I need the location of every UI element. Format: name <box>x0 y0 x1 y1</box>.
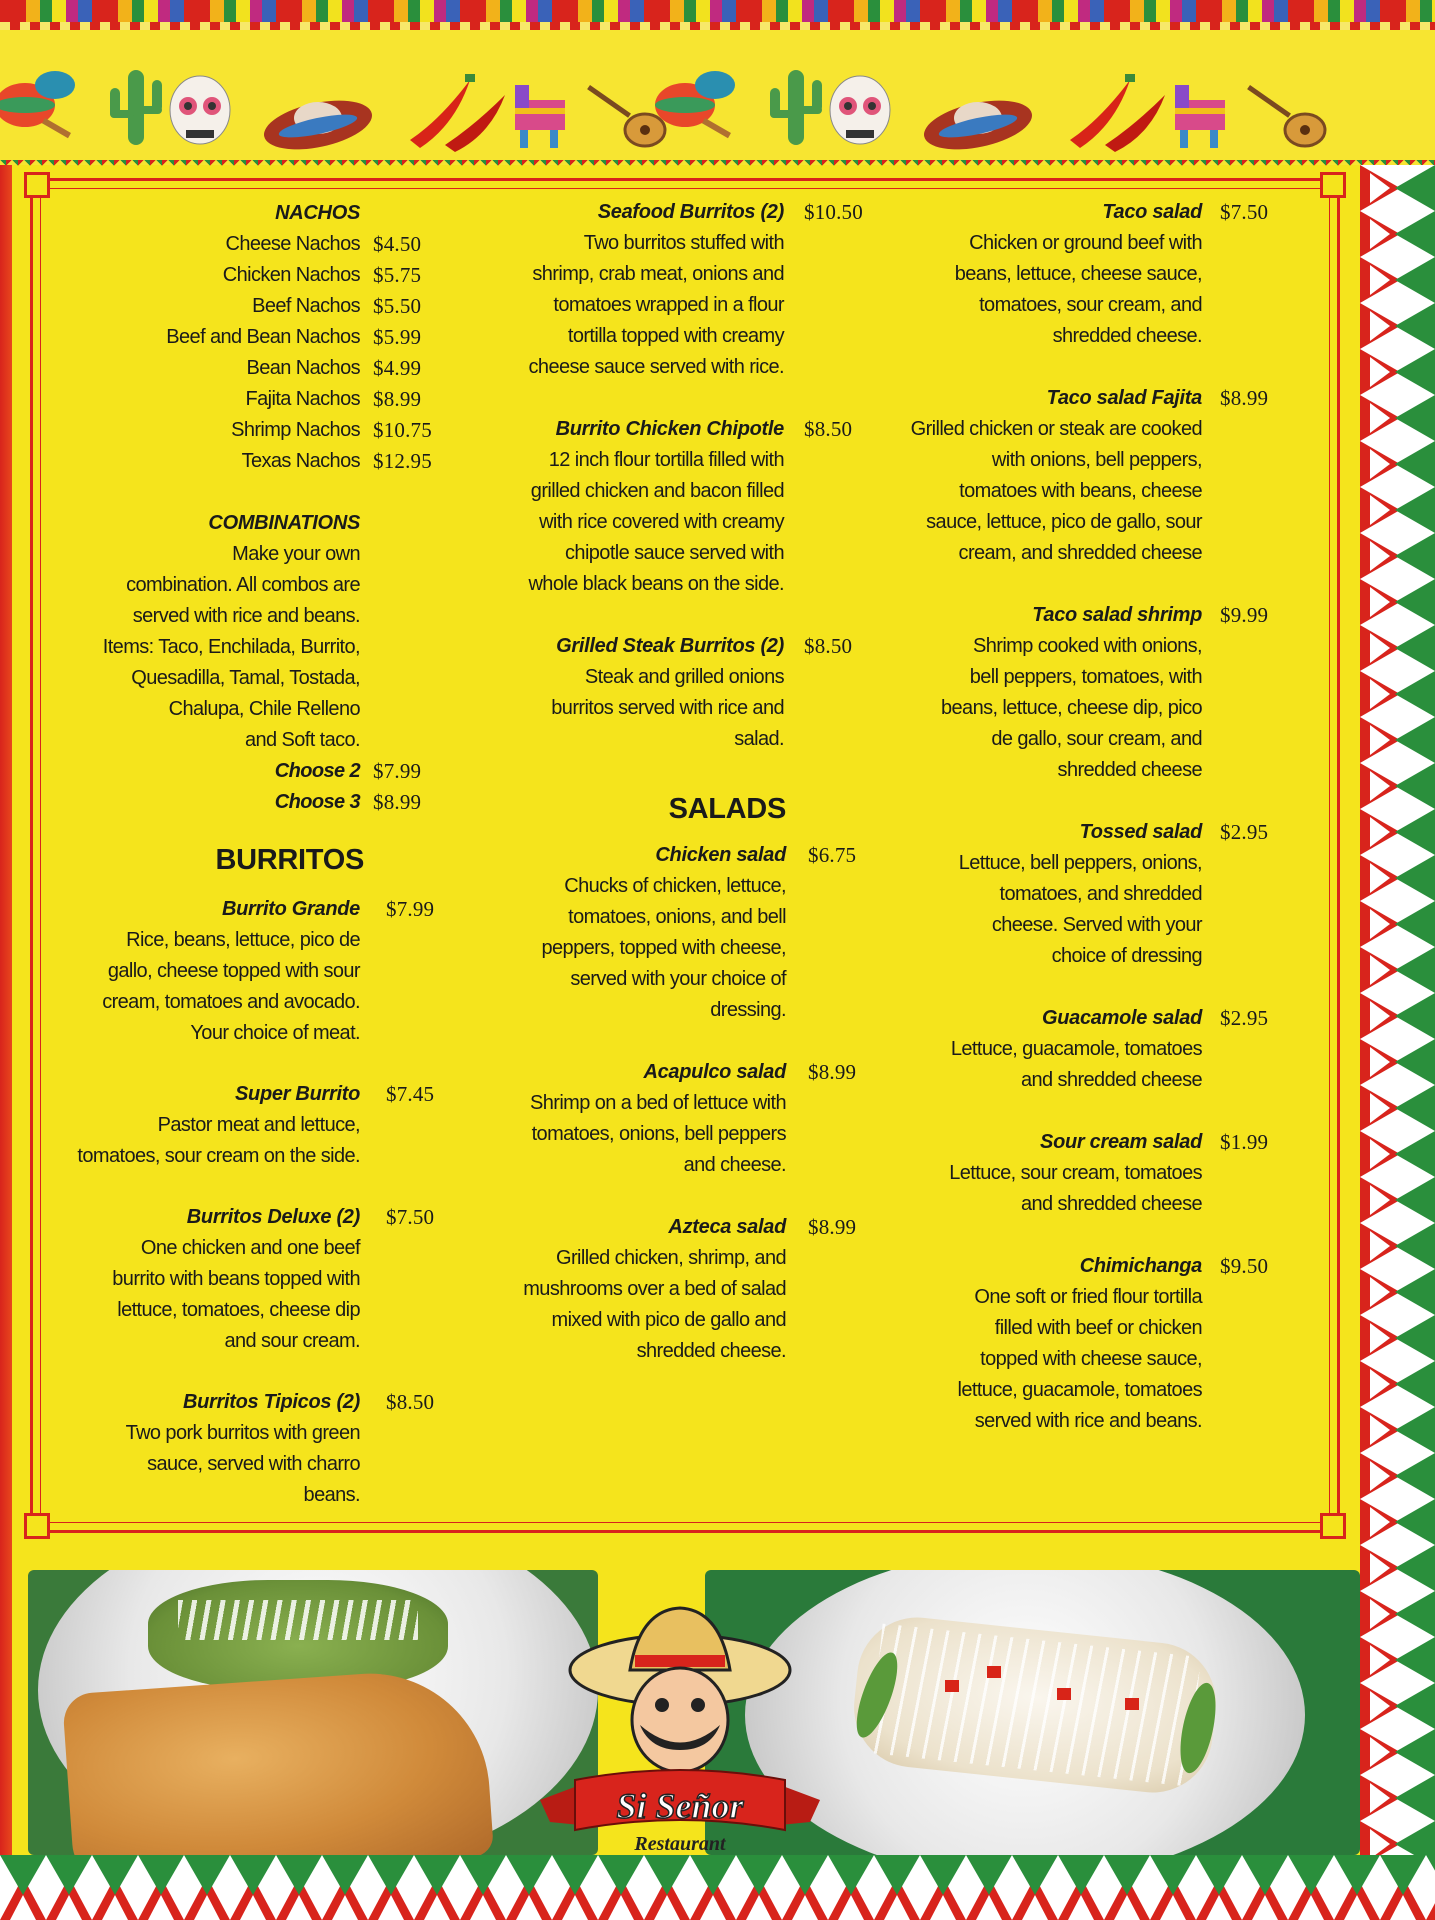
combination-option-price: $8.99 <box>373 790 422 814</box>
nacho-item-price: $4.99 <box>373 356 422 380</box>
menu-item <box>470 840 857 1026</box>
menu-item-name: Taco salad shrimp <box>1032 604 1202 626</box>
top-pattern-border <box>0 0 1435 30</box>
combination-description-line: Make your own <box>232 543 360 565</box>
menu-item-description: choice of dressing <box>1051 945 1202 967</box>
menu-item-price: $9.99 <box>1220 603 1269 627</box>
menu-item <box>880 197 1269 352</box>
menu-item-description: Steak and grilled onions <box>584 666 784 688</box>
nacho-item-name: Texas Nachos <box>241 450 360 472</box>
menu-item-description: Your choice of meat. <box>190 1022 360 1044</box>
combinations-options <box>60 756 422 818</box>
menu-item <box>880 1127 1269 1220</box>
left-column <box>60 192 440 1541</box>
menu-item <box>60 894 435 1049</box>
menu-item-description: mixed with pico de gallo and <box>551 1309 786 1331</box>
sombrero-icon <box>260 92 377 158</box>
menu-item-description: Shrimp cooked with onions, <box>973 635 1202 657</box>
menu-item-name: Acapulco salad <box>643 1061 786 1083</box>
menu-item-description: cheese. Served with your <box>991 914 1202 936</box>
menu-item-description: shredded cheese <box>1057 759 1202 781</box>
nacho-item <box>60 446 432 477</box>
menu-item-description: burrito with beans topped with <box>112 1268 360 1290</box>
menu-item-name: Guacamole salad <box>1041 1007 1202 1029</box>
nacho-item-price: $4.50 <box>373 232 422 256</box>
menu-item <box>60 1079 435 1172</box>
combination-option-name: Choose 2 <box>274 760 360 782</box>
menu-item-description: tomatoes, sour cream, and <box>979 294 1202 316</box>
menu-item-description: whole black beans on the side. <box>528 573 784 595</box>
nacho-item <box>60 384 422 415</box>
menu-item-description: chipotle sauce served with <box>565 542 784 564</box>
banner-zigzag-edge <box>0 160 1435 172</box>
menu-item-description: bell peppers, tomatoes, with <box>969 666 1202 688</box>
menu-item-name: Sour cream salad <box>1040 1131 1202 1153</box>
nacho-item-name: Cheese Nachos <box>225 233 360 255</box>
salads-heading: SALADS <box>668 793 786 825</box>
menu-item-description: lettuce, guacamole, tomatoes <box>957 1379 1202 1401</box>
logo-brand-text: Si Señor <box>616 1786 744 1826</box>
menu-item-description: shredded cheese. <box>1052 325 1202 347</box>
menu-item-price: $6.75 <box>808 843 857 867</box>
menu-item-description: Rice, beans, lettuce, pico de <box>126 929 360 951</box>
menu-item-price: $8.50 <box>804 634 853 658</box>
nacho-item-name: Beef and Bean Nachos <box>166 326 360 348</box>
menu-item-description: and sour cream. <box>224 1330 360 1352</box>
combination-description-line: served with rice and beans. <box>132 605 360 627</box>
menu-item <box>880 817 1269 972</box>
nacho-item-name: Fajita Nachos <box>245 388 360 410</box>
combination-description-line: and Soft taco. <box>244 729 360 751</box>
menu-item-description: and shredded cheese <box>1021 1069 1202 1091</box>
menu-item-description: tortilla topped with creamy <box>567 325 784 347</box>
menu-item-price: $8.99 <box>808 1215 857 1239</box>
menu-item-name: Taco salad <box>1102 201 1202 223</box>
menu-item <box>470 1212 857 1367</box>
menu-item-name: Taco salad Fajita <box>1046 387 1202 409</box>
menu-item-description: with rice covered with creamy <box>539 511 784 533</box>
menu-item-description: Two burritos stuffed with <box>583 232 784 254</box>
menu-item-description: shredded cheese. <box>636 1340 786 1362</box>
combination-option-price: $7.99 <box>373 759 422 783</box>
menu-item-description: served with rice and beans. <box>974 1410 1202 1432</box>
menu-item-description: beans, lettuce, cheese sauce, <box>954 263 1202 285</box>
menu-item-description: and shredded cheese <box>1021 1193 1202 1215</box>
combinations-description <box>60 539 360 756</box>
frame-corner <box>1320 172 1346 198</box>
nacho-item <box>60 260 422 291</box>
menu-item <box>470 631 853 755</box>
combinations-section <box>60 508 422 818</box>
menu-item-description: tomatoes, sour cream on the side. <box>77 1145 360 1167</box>
menu-item-description: beans. <box>303 1484 360 1506</box>
nacho-item-name: Chicken Nachos <box>222 264 360 286</box>
menu-item-name: Grilled Steak Burritos (2) <box>556 635 784 657</box>
nacho-item <box>60 322 422 353</box>
nacho-item <box>60 291 422 322</box>
menu-item-description: de gallo, sour cream, and <box>991 728 1202 750</box>
menu-item-description: Chucks of chicken, lettuce, <box>564 875 786 897</box>
menu-item-description: Two pork burritos with green <box>125 1422 360 1444</box>
combination-option <box>60 756 422 787</box>
menu-item <box>60 1202 435 1357</box>
menu-item-price: $10.50 <box>804 200 863 224</box>
menu-item-price: $9.50 <box>1220 1254 1269 1278</box>
left-red-edge <box>0 165 12 1865</box>
middle-column <box>470 192 880 1398</box>
menu-item-name: Chimichanga <box>1079 1255 1202 1277</box>
menu-item-price: $2.95 <box>1220 820 1269 844</box>
menu-item-description: lettuce, tomatoes, cheese dip <box>117 1299 360 1321</box>
nacho-item-price: $8.99 <box>373 387 422 411</box>
menu-item-description: salad. <box>734 728 784 750</box>
burrito-photo-left <box>28 1570 598 1855</box>
nacho-item-name: Beef Nachos <box>252 295 360 317</box>
menu-item-price: $8.50 <box>386 1390 435 1414</box>
menu-item-description: served with your choice of <box>570 968 786 990</box>
menu-item-description: One soft or fried flour tortilla <box>974 1286 1202 1308</box>
menu-item-price: $7.99 <box>386 897 435 921</box>
menu-item <box>880 600 1269 786</box>
menu-item-description: with onions, bell peppers, <box>991 449 1202 471</box>
menu-item-name: Tossed salad <box>1079 821 1202 843</box>
menu-item-description: Grilled chicken or steak are cooked <box>910 418 1202 440</box>
cactus-icon <box>110 70 162 145</box>
combination-description-line: combination. All combos are <box>126 574 360 596</box>
combinations-heading: COMBINATIONS <box>208 512 360 534</box>
combination-option-name: Choose 3 <box>274 791 360 813</box>
frame-corner <box>24 172 50 198</box>
maracas-icon <box>0 71 75 138</box>
combination-description-line: Items: Taco, Enchilada, Burrito, <box>102 636 360 658</box>
menu-item-description: tomatoes, and shredded <box>999 883 1202 905</box>
nacho-item-price: $10.75 <box>373 418 432 442</box>
menu-item-name: Super Burrito <box>235 1083 360 1105</box>
menu-item <box>60 1387 435 1511</box>
menu-item-price: $7.50 <box>386 1205 435 1229</box>
combination-description-line: Quesadilla, Tamal, Tostada, <box>131 667 360 689</box>
banner-illustrations <box>0 30 1435 165</box>
menu-item-description: 12 inch flour tortilla filled with <box>548 449 784 471</box>
menu-item-price: $8.99 <box>808 1060 857 1084</box>
combination-description-line: Chalupa, Chile Relleno <box>168 698 360 720</box>
menu-item-name: Seafood Burritos (2) <box>597 201 784 223</box>
nacho-item-name: Bean Nachos <box>246 357 360 379</box>
menu-item-name: Chicken salad <box>655 844 786 866</box>
taco-salad-list <box>880 197 1269 1437</box>
right-zigzag-strip <box>1360 165 1435 1920</box>
si-senor-logo <box>520 1600 840 1900</box>
pinata-icon <box>515 85 565 148</box>
frame-corner <box>1320 1513 1346 1539</box>
menu-item-price: $2.95 <box>1220 1006 1269 1030</box>
menu-item-description: grilled chicken and bacon filled <box>530 480 784 502</box>
salads-list <box>470 840 857 1367</box>
menu-item-description: Grilled chicken, shrimp, and <box>556 1247 786 1269</box>
menu-item <box>470 197 863 383</box>
menu-item-description: filled with beef or chicken <box>994 1317 1202 1339</box>
menu-item <box>880 1003 1269 1096</box>
menu-item-description: dressing. <box>710 999 786 1021</box>
menu-item <box>470 414 853 600</box>
guitar-icon <box>587 85 665 146</box>
nacho-item <box>60 229 422 260</box>
menu-item-description: sauce, lettuce, pico de gallo, sour <box>926 511 1202 533</box>
frame-corner <box>24 1513 50 1539</box>
menu-item-description: Shrimp on a bed of lettuce with <box>530 1092 786 1114</box>
menu-item-description: gallo, cheese topped with sour <box>107 960 360 982</box>
menu-item-price: $8.99 <box>1220 386 1269 410</box>
nacho-item-price: $12.95 <box>373 449 432 473</box>
burrito-specials-list <box>470 197 863 755</box>
sugar-skull-icon <box>170 76 230 144</box>
logo-subtitle-text: Restaurant <box>634 1833 726 1855</box>
menu-item <box>470 1057 857 1181</box>
menu-item <box>880 1251 1269 1437</box>
nacho-item-price: $5.75 <box>373 263 422 287</box>
nachos-heading: NACHOS <box>275 202 360 224</box>
menu-item-price: $7.50 <box>1220 200 1269 224</box>
nacho-item-price: $5.99 <box>373 325 422 349</box>
menu-item-description: Lettuce, sour cream, tomatoes <box>949 1162 1202 1184</box>
menu-item-name: Burrito Grande <box>221 898 360 920</box>
nacho-item-name: Shrimp Nachos <box>231 419 360 441</box>
menu-item-name: Burrito Chicken Chipotle <box>555 418 784 440</box>
burritos-list <box>60 894 435 1511</box>
menu-item-description: tomatoes, onions, bell peppers <box>531 1123 786 1145</box>
menu-item-name: Burritos Deluxe (2) <box>186 1206 360 1228</box>
menu-item-description: tomatoes with beans, cheese <box>959 480 1202 502</box>
menu-item-price: $8.50 <box>804 417 853 441</box>
menu-item-description: tomatoes wrapped in a flour <box>553 294 784 316</box>
menu-item-description: Chicken or ground beef with <box>969 232 1202 254</box>
menu-item <box>880 383 1269 569</box>
menu-item-description: Pastor meat and lettuce, <box>157 1114 360 1136</box>
menu-item-description: peppers, topped with cheese, <box>541 937 786 959</box>
nachos-list <box>60 229 432 477</box>
menu-item-description: tomatoes, onions, and bell <box>568 906 786 928</box>
nacho-item <box>60 415 432 446</box>
menu-item-price: $7.45 <box>386 1082 435 1106</box>
menu-item-description: topped with cheese sauce, <box>980 1348 1202 1370</box>
menu-item-name: Azteca salad <box>668 1216 786 1238</box>
menu-item-description: beans, lettuce, cheese dip, pico <box>941 697 1202 719</box>
menu-item-description: One chicken and one beef <box>140 1237 360 1259</box>
chili-pepper-icon <box>410 74 505 152</box>
menu-item-description: mushrooms over a bed of salad <box>523 1278 786 1300</box>
combination-option <box>60 787 422 818</box>
menu-item-description: cream, and shredded cheese <box>958 542 1202 564</box>
menu-item-description: cheese sauce served with rice. <box>528 356 784 378</box>
nacho-item <box>60 353 422 384</box>
right-column <box>880 192 1300 1468</box>
menu-item-description: Lettuce, bell peppers, onions, <box>958 852 1202 874</box>
menu-item-name: Burritos Tipicos (2) <box>183 1391 360 1413</box>
menu-item-description: Lettuce, guacamole, tomatoes <box>950 1038 1202 1060</box>
menu-item-description: shrimp, crab meat, onions and <box>532 263 784 285</box>
menu-item-description: and cheese. <box>683 1154 786 1176</box>
burritos-heading: BURRITOS <box>215 844 364 876</box>
menu-item-description: burritos served with rice and <box>551 697 784 719</box>
menu-item-description: sauce, served with charro <box>147 1453 360 1475</box>
nachos-section <box>60 198 432 477</box>
menu-item-price: $1.99 <box>1220 1130 1269 1154</box>
menu-item-description: cream, tomatoes and avocado. <box>102 991 360 1013</box>
nacho-item-price: $5.50 <box>373 294 422 318</box>
